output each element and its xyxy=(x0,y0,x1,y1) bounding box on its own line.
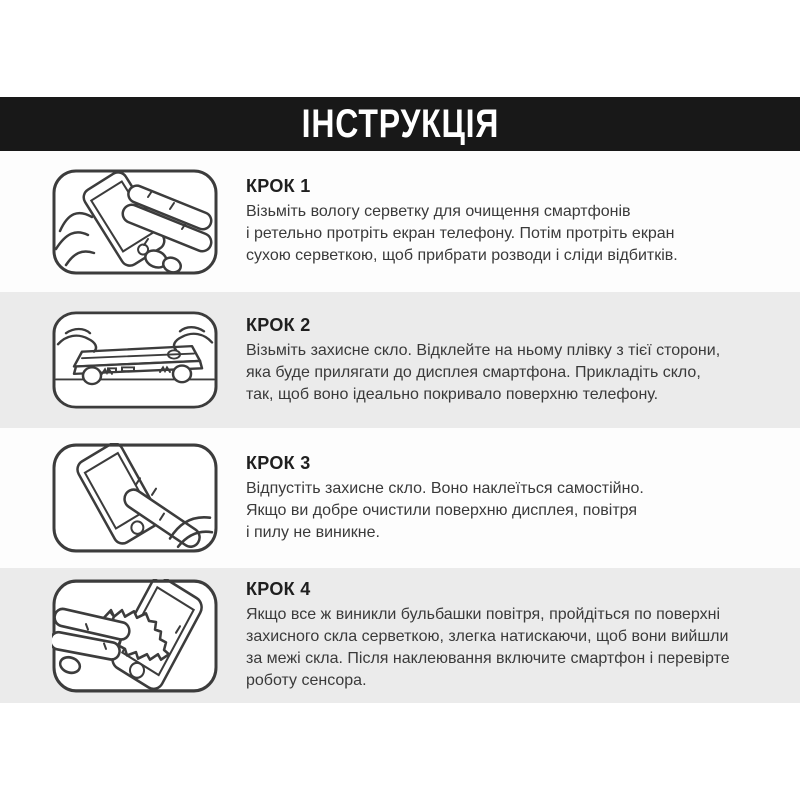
step-4-label: КРОК 4 xyxy=(246,579,311,599)
step-4-illustration-box xyxy=(52,579,218,693)
step-4-line: за межі скла. Після наклеювання включите смартфон і перевірте xyxy=(246,650,730,667)
step-3-label: КРОК 3 xyxy=(246,452,311,473)
step-2-line: так, щоб воно ідеально покривало поверхню телефону. xyxy=(246,385,659,403)
step-3-line: Відпустіть захисне скло. Воно наклеїться самостійно. xyxy=(246,479,644,497)
step-2-label: КРОК 2 xyxy=(246,314,311,335)
step-3-text xyxy=(246,453,644,544)
step-row-3 xyxy=(0,428,800,568)
hands-holding-glass-icon xyxy=(52,311,218,409)
step-1-label: КРОК 1 xyxy=(246,176,311,196)
step-1-line: і ретельно протріть екран телефону. Потім протріть екран xyxy=(246,225,675,242)
step-row-2 xyxy=(0,292,800,428)
step-1-line: Візьміть вологу серветку для очищення смартфонів xyxy=(246,203,631,220)
step-4-text xyxy=(246,579,730,692)
hands-wiping-phone-icon xyxy=(52,169,218,275)
step-3-line: і пилу не виникне. xyxy=(246,523,380,541)
step-2-line: яка буде прилягати до дисплея смартфона. Прикладіть скло, xyxy=(246,363,701,381)
step-row-1 xyxy=(0,151,800,292)
step-2-illustration-box xyxy=(52,311,218,409)
finger-pressing-screen-icon xyxy=(52,443,218,553)
step-1-illustration-box xyxy=(52,169,218,275)
step-4-line: роботу сенсора. xyxy=(246,672,367,689)
step-4-line: захисного скла серветкою, злегка натискаючи, щоб вони вийшли xyxy=(246,628,729,645)
step-2-line: Візьміть захисне скло. Відклейте на ньому плівку з тієї сторони, xyxy=(246,341,721,359)
step-1-text xyxy=(246,176,678,267)
hand-wiping-cloth-icon xyxy=(52,579,218,693)
step-3-illustration-box xyxy=(52,443,218,553)
step-2-text xyxy=(246,315,720,406)
page-title: ІНСТРУКЦІЯ xyxy=(301,101,499,146)
header-bar xyxy=(0,97,800,151)
step-row-4 xyxy=(0,568,800,703)
step-1-line: сухою серветкою, щоб прибрати розводи і сліди відбитків. xyxy=(246,247,678,264)
step-3-line: Якщо ви добре очистили поверхню дисплея, повітря xyxy=(246,501,638,519)
step-4-line: Якщо все ж виникли бульбашки повітря, пройдіться по поверхні xyxy=(246,606,721,623)
